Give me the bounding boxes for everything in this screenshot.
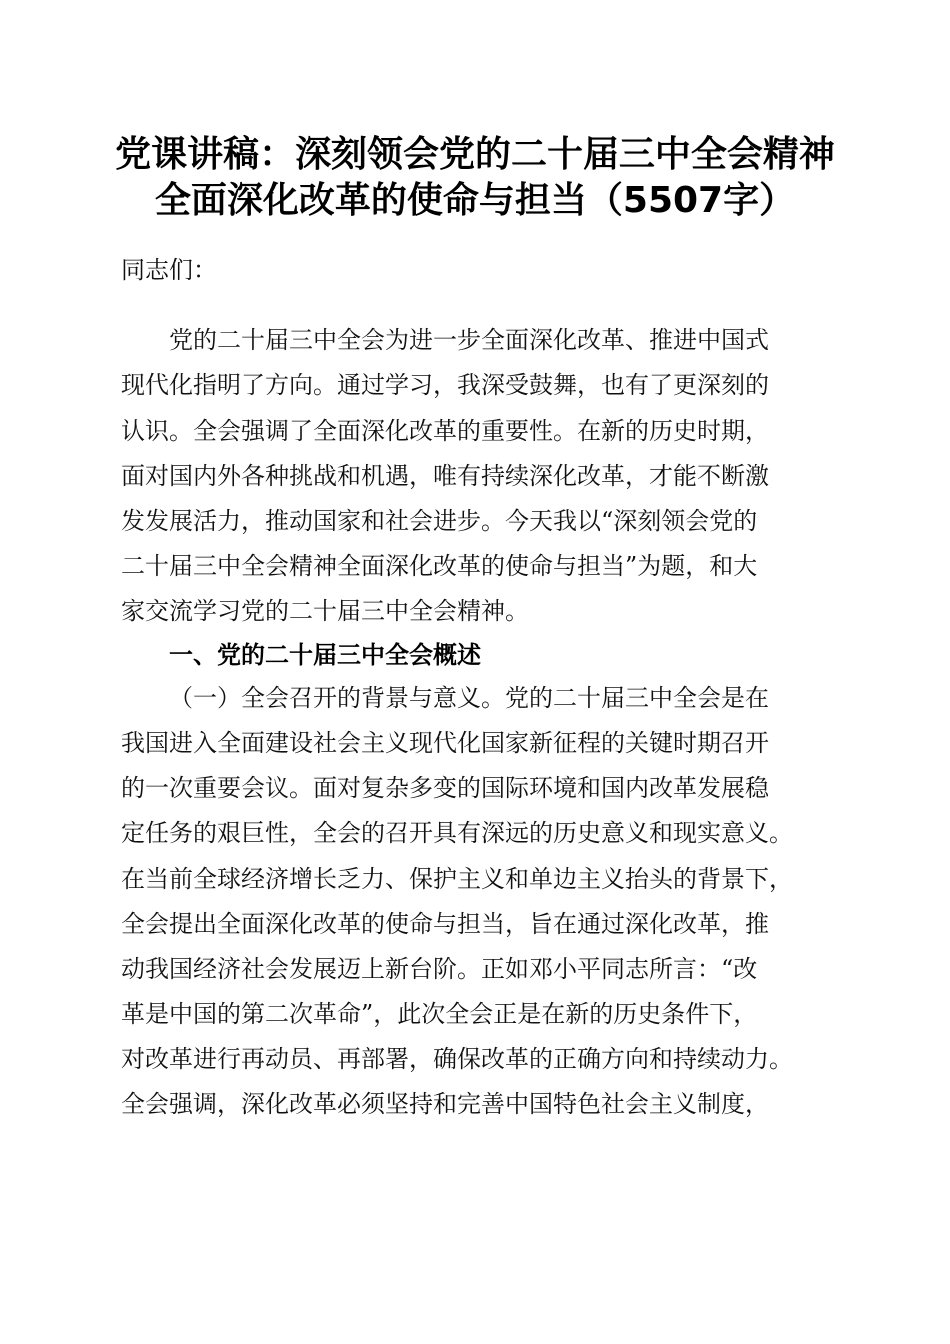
intro-line: 家交流学习党的二十届三中全会精神。 — [121, 597, 529, 625]
document-title — [0, 132, 950, 224]
intro-line: 二十届三中全会精神全面深化改革的使命与担当”为题，和大 — [121, 552, 758, 580]
intro-line: 党的二十届三中全会为进一步全面深化改革、推进中国式 — [169, 326, 769, 354]
body-line: 的一次重要会议。面对复杂多变的国际环境和国内改革发展稳 — [121, 774, 769, 802]
body-line: 我国进入全面建设社会主义现代化国家新征程的关键时期召开 — [121, 729, 769, 757]
intro-line: 面对国内外各种挑战和机遇，唯有持续深化改革，才能不断激 — [121, 462, 769, 490]
body-line: 全会强调，深化改革必须坚持和完善中国特色社会主义制度， — [121, 1090, 769, 1118]
subsection-first-line — [169, 683, 833, 713]
subsection-label: （一）全会召开的背景与意义。 — [169, 684, 505, 712]
body-line: 对改革进行再动员、再部署，确保改革的正确方向和持续动力。 — [121, 1045, 793, 1073]
intro-line: 发发展活力，推动国家和社会进步。今天我以“深刻领会党的 — [121, 507, 758, 535]
salutation: 同志们： — [121, 256, 217, 284]
body-line: 动我国经济社会发展迈上新台阶。正如邓小平同志所言：“改 — [121, 955, 758, 983]
subsection-first-line-rest: 党的二十届三中全会是在 — [505, 684, 769, 712]
intro-line: 现代化指明了方向。通过学习，我深受鼓舞，也有了更深刻的 — [121, 371, 769, 399]
body-line: 在当前全球经济增长乏力、保护主义和单边主义抬头的背景下， — [121, 865, 793, 893]
body-line: 定任务的艰巨性，全会的召开具有深远的历史意义和现实意义。 — [121, 819, 793, 847]
body-line: 革是中国的第二次革命”，此次全会正是在新的历史条件下， — [121, 1000, 758, 1028]
intro-line: 认识。全会强调了全面深化改革的重要性。在新的历史时期， — [121, 417, 769, 445]
body-line: 全会提出全面深化改革的使命与担当，旨在通过深化改革，推 — [121, 910, 769, 938]
title-line-1: 党课讲稿：深刻领会党的二十届三中全会精神 — [115, 134, 835, 175]
title-line-2: 全面深化改革的使命与担当（5507字） — [154, 180, 796, 221]
section-heading: 一、党的二十届三中全会概述 — [169, 641, 481, 669]
